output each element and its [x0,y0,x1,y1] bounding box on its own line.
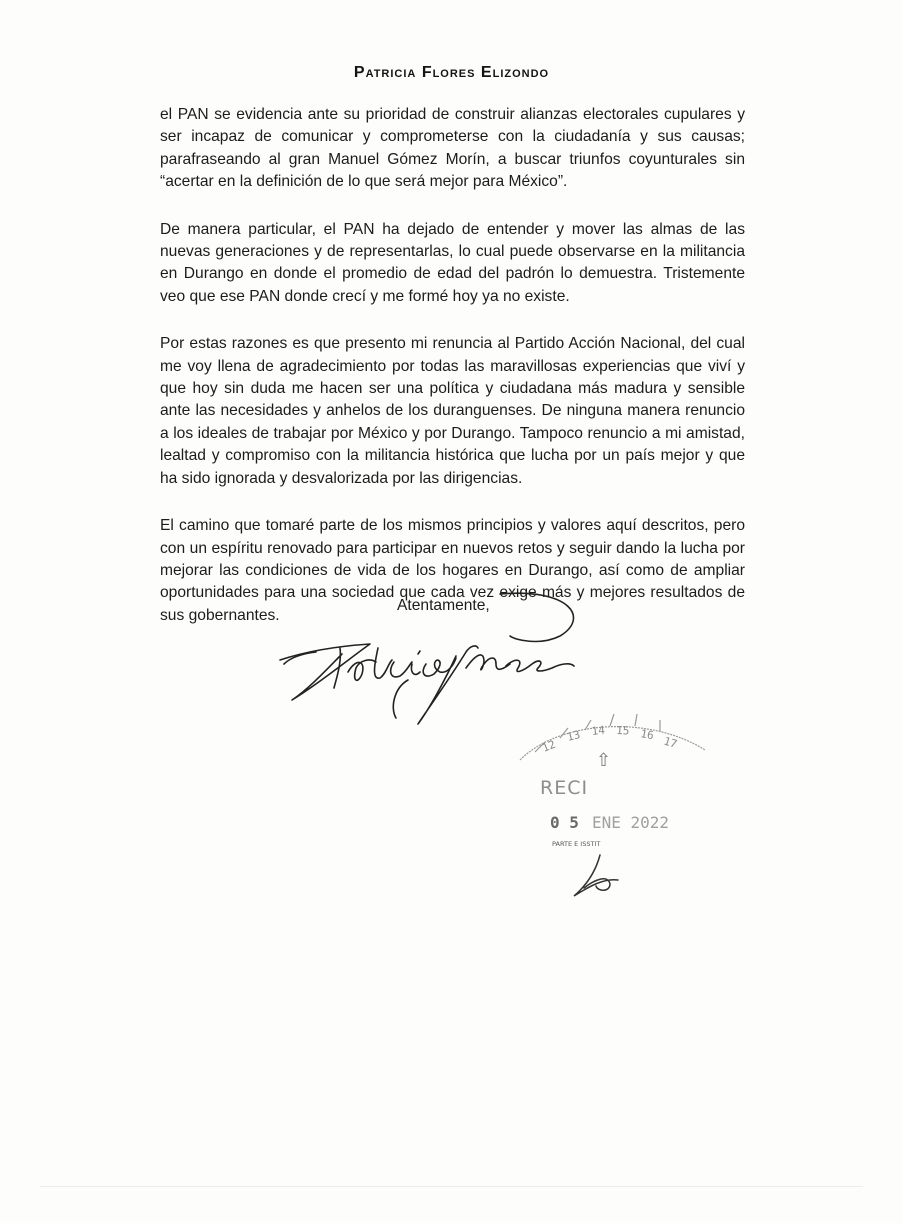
stamp-dial-15: 15 [615,724,630,738]
stamp-dial-16: 16 [639,727,655,743]
letter-body [160,104,745,652]
paragraph-4: El camino que tomaré parte de los mismos principios y valores aquí descritos, pero con un espíritu renovado para participar en nuevos retos y seguir dando la lucha por mejorar las condiciones de vida de los hogares en Durango, así como de ampliar oportunidades para una sociedad que cada vez exige más y mejores resultados de sus gobernantes. [160,517,745,624]
stamp-day: 0 5 [550,813,579,832]
stamp-label: RECI [540,777,589,799]
paragraph-3: Por estas razones es que presento mi renuncia al Partido Acción Nacional, del cual me voy llena de agradecimiento por todas las maravillosas experiencias que viví y que hoy sin duda me hacen ser una política y ciudadana más madura y sensible ante las necesidades y anhelos de los duranguenses. De ninguna manera renuncio a los ideales de trabajar por México y por Durango. Tampoco renuncio a mi amistad, lealtad y compromiso con la militancia histórica que lucha por un país mejor y que ha sido ignorada y desvalorizada por las dirigencias. [160,335,745,487]
stamp-subtext: PARTE E ISSTIT [552,840,601,848]
stamp-dial-12: 12 [540,737,558,755]
reception-stamp [500,700,720,910]
closing-salutation: Atentamente, [397,597,490,614]
stamp-month-year: ENE 2022 [592,813,670,832]
stamp-dial-14: 14 [590,723,606,738]
stamp-dial-13: 13 [565,728,582,744]
page-bottom-edge [40,1186,863,1187]
paragraph-2: De manera particular, el PAN ha dejado de entender y mover las almas de las nuevas generaciones y de representarlas, lo cual puede observarse en la militancia en Durango en donde el promedio de edad del padrón lo demuestra. Tristemente veo que ese PAN donde crecí y me formé hoy ya no existe. [160,220,745,305]
stamp-dial-17: 17 [662,734,679,751]
author-header: Patricia Flores Elizondo [353,64,550,81]
stamp-arrow-icon: ⇧ [596,750,612,771]
paragraph-1: el PAN se evidencia ante su prioridad de construir alianzas electorales cupulares y ser incapaz de comunicar y comprometerse con la ciudadanía y sus causas; parafraseando al gran Manuel Gómez Morín, a buscar triunfos coyunturales sin “acertar en la definición de lo que será mejor para México”. [160,106,745,191]
